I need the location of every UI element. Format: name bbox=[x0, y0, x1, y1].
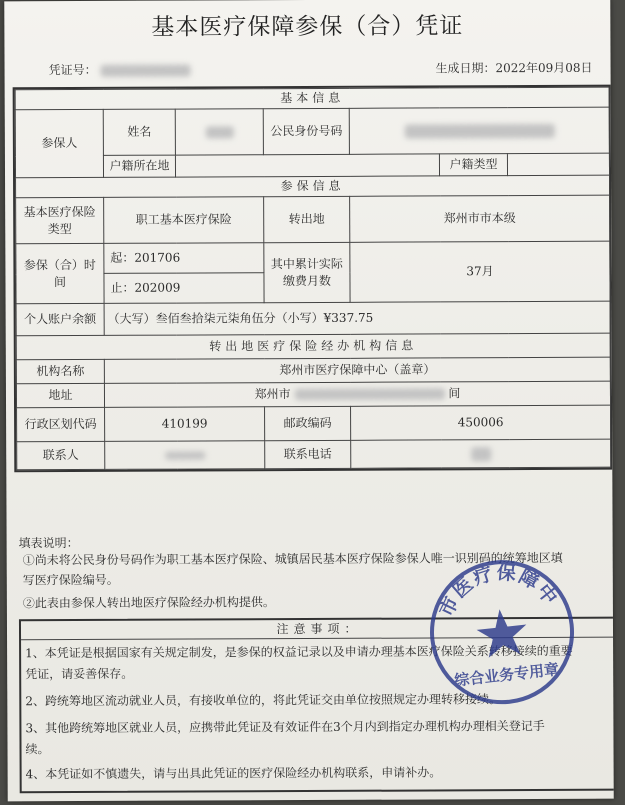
note-line-1: ①尚未将公民身份号码作为职工基本医疗保险、城镇居民基本医疗保险参保人唯一识别码的统筹地区填 bbox=[22, 550, 563, 568]
period-label: 参保（合）时间 bbox=[16, 243, 104, 303]
redacted-address bbox=[294, 388, 444, 400]
months-value: 37月 bbox=[350, 241, 610, 302]
document-page bbox=[4, 0, 613, 801]
postal-code-label: 邮政编码 bbox=[265, 406, 351, 440]
insured-label: 参保人 bbox=[15, 109, 103, 177]
basic-section-row bbox=[15, 87, 609, 110]
postal-code-value: 450006 bbox=[351, 405, 611, 440]
address-suffix: 间 bbox=[448, 386, 461, 401]
household-type-value bbox=[507, 153, 609, 175]
notice-item-1a: 1、本凭证是根据国家有关规定制发，是参保的权益记录以及申请办理基本医疗保险关系转移接续的重要 bbox=[25, 643, 573, 661]
id-label: 公民身份号码 bbox=[263, 108, 349, 154]
region-code-label: 行政区划代码 bbox=[17, 407, 105, 441]
notice-item-3a: 3、其他跨统筹地区就业人员，应携带此凭证及有效证件在3个月内到指定办理机构办理相关登记手 bbox=[25, 718, 545, 736]
notice-item-3b: 续。 bbox=[25, 742, 50, 757]
certificate-table bbox=[15, 87, 612, 471]
org-name-label: 机构名称 bbox=[16, 359, 104, 383]
official-seal-icon bbox=[419, 549, 584, 714]
phone-value bbox=[351, 439, 611, 468]
generation-date-value: 2022年09月08日 bbox=[495, 60, 593, 76]
note-line-3: ②此表由参保人转出地医疗保险经办机构提供。 bbox=[22, 595, 275, 611]
seal-bottom-text: 综合业务专用章 bbox=[453, 660, 560, 690]
seal-top-text: 市医疗保障中 bbox=[435, 561, 563, 621]
transfer-out-value: 郑州市市本级 bbox=[350, 195, 610, 242]
note-line-2: 写医疗保险编号。 bbox=[22, 572, 119, 588]
household-type-label: 户籍类型 bbox=[439, 154, 507, 176]
address-label: 地址 bbox=[16, 383, 104, 407]
name-value bbox=[175, 109, 263, 155]
address-prefix: 郑州市 bbox=[254, 387, 291, 402]
period-from: 起：201706 bbox=[104, 243, 264, 274]
id-value bbox=[349, 107, 609, 154]
contact-value bbox=[105, 441, 265, 470]
generation-date-label: 生成日期： bbox=[435, 61, 496, 76]
redacted-contact bbox=[165, 451, 205, 459]
notes-heading: 填表说明： bbox=[18, 536, 79, 551]
region-code-value: 410199 bbox=[105, 407, 265, 442]
phone-label: 联系电话 bbox=[265, 440, 351, 468]
notice-item-1b: 凭证，请妥善保存。 bbox=[25, 666, 134, 682]
certificate-form bbox=[13, 85, 613, 473]
org-name-value: 郑州市医疗保障中心（盖章） bbox=[104, 357, 610, 383]
household-label: 户籍所在地 bbox=[103, 155, 175, 177]
balance-value: （大写）叁佰叁拾柒元柒角伍分（小写）¥337.75 bbox=[104, 301, 610, 335]
agency-section-title: 转出地医疗保险经办机构信息 bbox=[16, 333, 610, 360]
voucher-number-label: 凭证号： bbox=[48, 62, 97, 78]
voucher-number bbox=[49, 61, 191, 79]
contact-label: 联系人 bbox=[17, 441, 105, 469]
notice-item-2: 2、跨统筹地区流动就业人员，有接收单位的，将此凭证交由单位按照规定办理转移接续。 bbox=[25, 692, 501, 709]
address-value bbox=[104, 381, 610, 407]
redacted-voucher-number bbox=[100, 64, 190, 76]
name-label: 姓名 bbox=[103, 109, 175, 155]
notice-item-4: 4、本凭证如不慎遗失，请与出具此凭证的医疗保险经办机构联系，申请补办。 bbox=[25, 765, 442, 782]
redacted-name bbox=[205, 126, 233, 138]
insurance-type-label: 基本医疗保险类型 bbox=[16, 197, 104, 243]
period-to: 止：202009 bbox=[104, 273, 264, 304]
document-title: 基本医疗保障参保（合）凭证 bbox=[151, 13, 464, 41]
basic-section-title: 基本信息 bbox=[15, 87, 609, 110]
redacted-phone bbox=[471, 447, 491, 461]
insurance-section-title: 参保信息 bbox=[16, 175, 610, 198]
notice-title: 注意事项： bbox=[21, 619, 614, 641]
months-label: 其中累计实际缴费月数 bbox=[264, 242, 350, 302]
balance-label: 个人账户余额 bbox=[16, 303, 104, 335]
insurance-type-value: 职工基本医疗保险 bbox=[104, 197, 264, 244]
transfer-out-label: 转出地 bbox=[264, 196, 350, 242]
redacted-id-number bbox=[404, 123, 554, 138]
generation-date bbox=[435, 59, 592, 77]
household-value bbox=[175, 154, 439, 177]
